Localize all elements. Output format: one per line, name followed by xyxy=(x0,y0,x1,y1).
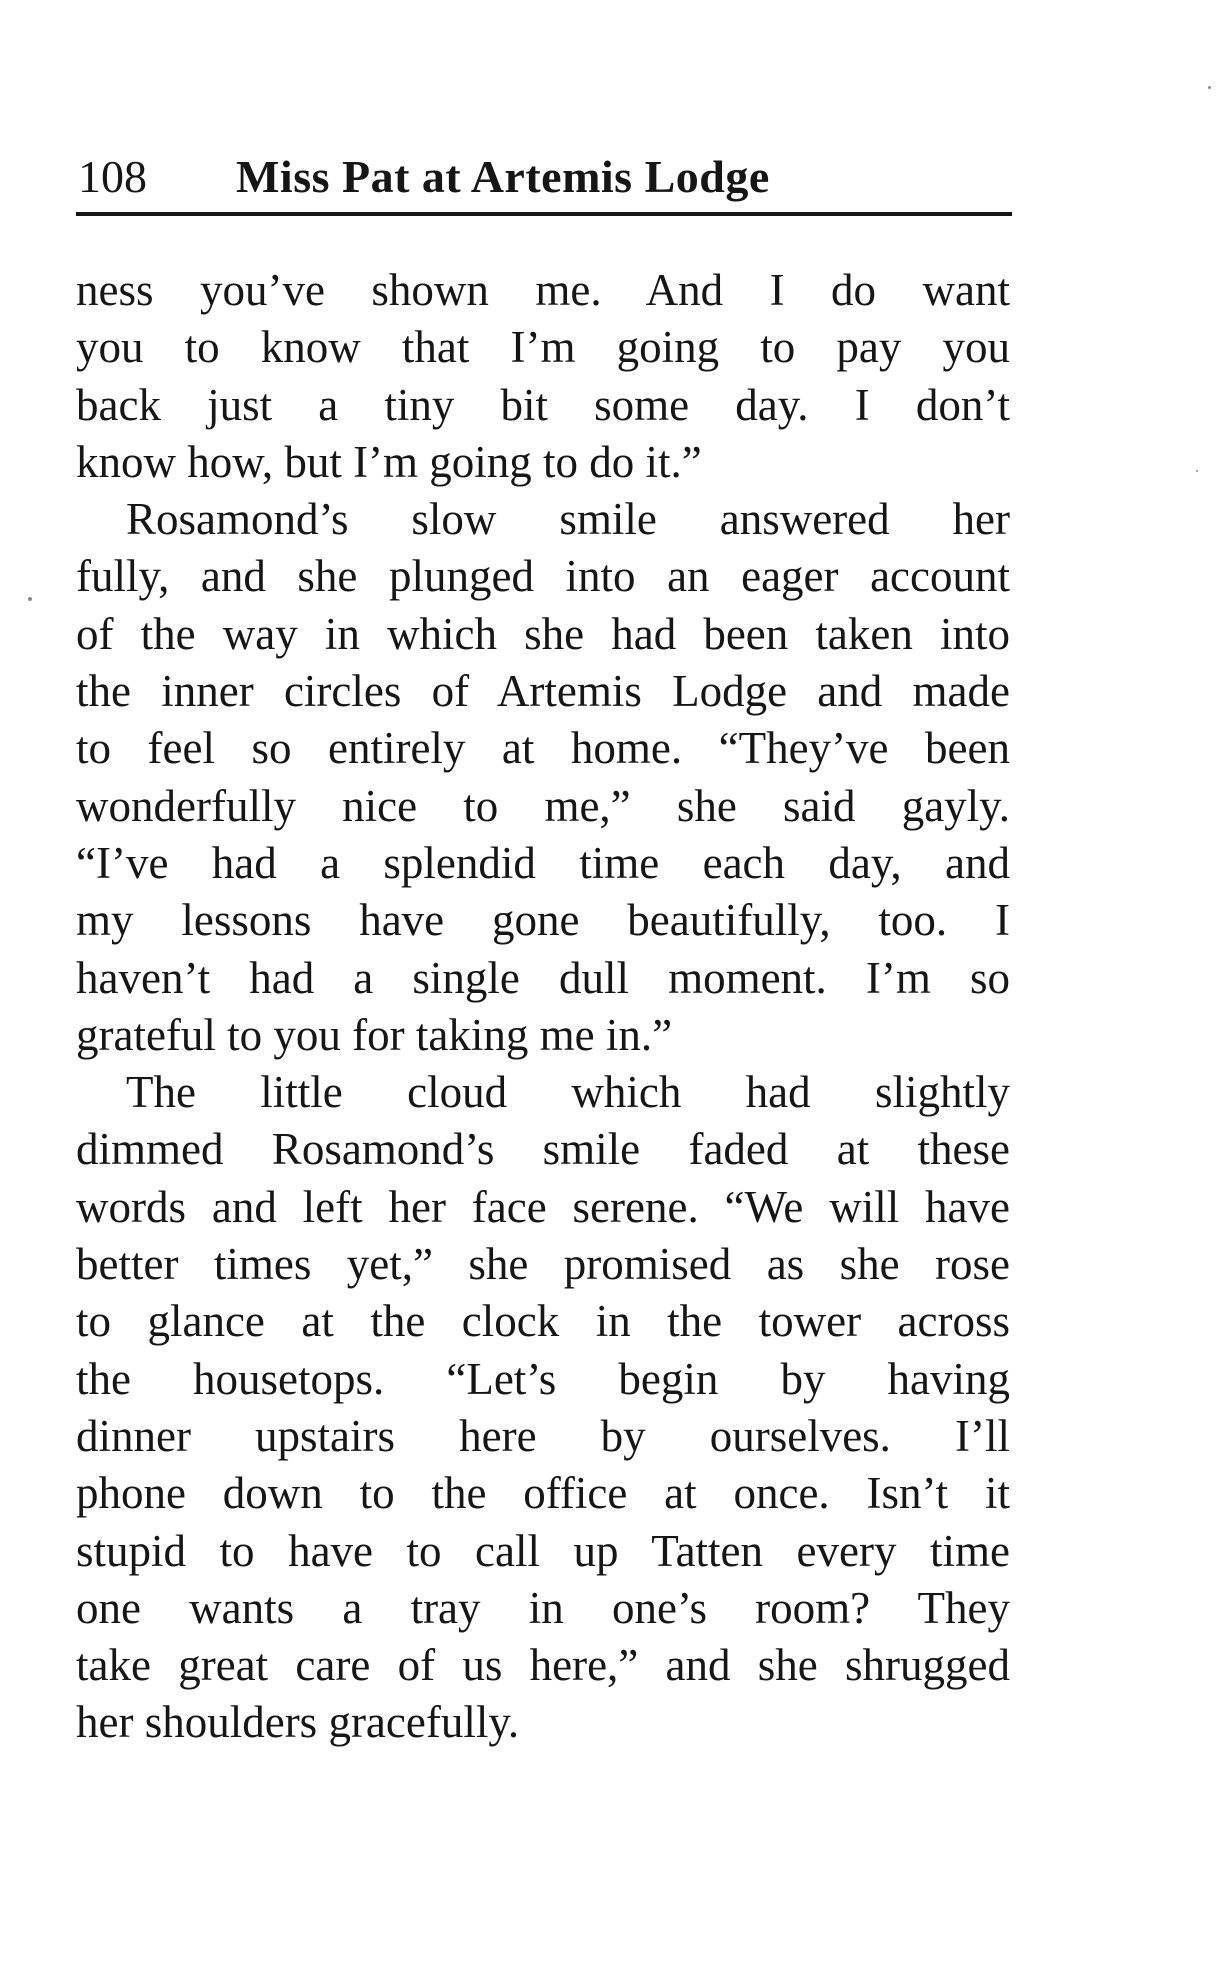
text-line: grateful to you for taking me in.” xyxy=(76,1009,673,1060)
text-line: haven’t had a single dull moment. I’m so xyxy=(76,952,1010,1003)
text-line: you to know that I’m going to pay you xyxy=(76,322,1010,373)
text-line: one wants a tray in one’s room? They xyxy=(76,1582,1010,1633)
text-line: better times yet,” she promised as she rose xyxy=(76,1239,1010,1290)
page-header xyxy=(78,146,1018,208)
text-line: her shoulders gracefully. xyxy=(76,1697,520,1748)
paper-speck xyxy=(28,597,32,601)
text-line: my lessons have gone beautifully, too. I xyxy=(76,895,1010,946)
paper-speck xyxy=(1208,86,1211,89)
text-line: dinner upstairs here by ourselves. I’ll xyxy=(76,1410,1010,1461)
text-line: back just a tiny bit some day. I don’t xyxy=(76,379,1010,430)
text-line: the housetops. “Let’s begin by having xyxy=(76,1353,1010,1404)
text-line: to feel so entirely at home. “They’ve been xyxy=(76,723,1010,774)
text-line: dimmed Rosamond’s smile faded at these xyxy=(76,1124,1010,1175)
running-title: Miss Pat at Artemis Lodge xyxy=(236,151,770,202)
text-line: take great care of us here,” and she shrugged xyxy=(76,1640,1010,1691)
text-line: the inner circles of Artemis Lodge and made xyxy=(76,666,1010,717)
text-line: ness you’ve shown me. And I do want xyxy=(76,265,1010,315)
text-line: words and left her face serene. “We will have xyxy=(76,1181,1010,1232)
text-line: to glance at the clock in the tower across xyxy=(76,1296,1010,1347)
text-line: of the way in which she had been taken into xyxy=(76,608,1010,659)
text-line: know how, but I’m going to do it.” xyxy=(76,436,702,487)
text-line: wonderfully nice to me,” she said gayly. xyxy=(76,780,1010,831)
text-line: phone down to the office at once. Isn’t it xyxy=(76,1468,1010,1519)
paper-speck xyxy=(1196,470,1198,472)
text-line: The little cloud which had slightly xyxy=(126,1067,1010,1118)
text-line: stupid to have to call up Tatten every time xyxy=(76,1525,1010,1576)
page-number: 108 xyxy=(78,151,147,202)
text-line: Rosamond’s slow smile answered her xyxy=(126,494,1010,545)
text-line: “I’ve had a splendid time each day, and xyxy=(76,837,1010,888)
body-text xyxy=(76,262,1010,1752)
header-rule xyxy=(76,212,1012,216)
text-line: fully, and she plunged into an eager account xyxy=(76,551,1010,602)
